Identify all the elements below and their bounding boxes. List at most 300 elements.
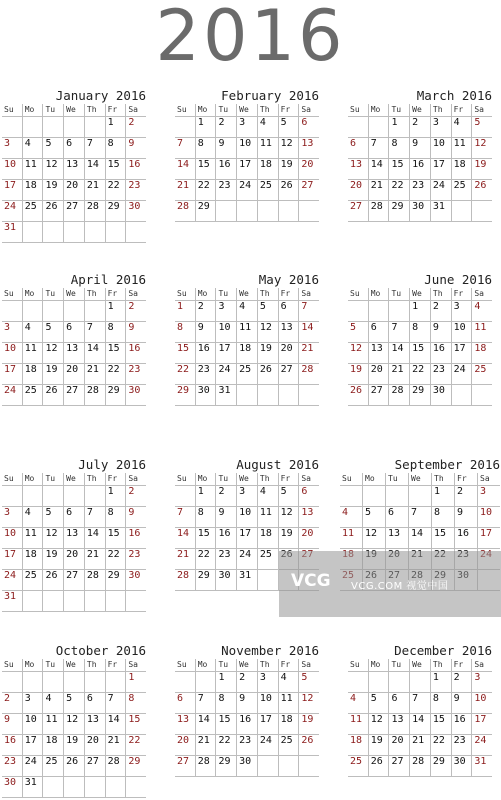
day-cell: 10 [4, 159, 17, 170]
weekday-header: Th [257, 659, 278, 671]
week-row [348, 693, 492, 714]
day-cell: 1 [195, 486, 216, 506]
day-cell: 19 [257, 343, 278, 363]
week-row [2, 138, 146, 159]
day-cell: 3 [4, 138, 11, 149]
week-row [175, 364, 319, 385]
day-cell: 31 [22, 777, 43, 797]
day-cell [2, 672, 22, 692]
month-grid [2, 104, 146, 243]
day-cell: 13 [368, 343, 389, 363]
weekday-header: Sa [298, 104, 319, 116]
day-cell [63, 486, 84, 506]
day-cell: 2 [125, 486, 146, 506]
day-cell: 19 [350, 364, 363, 375]
day-cell: 12 [278, 507, 299, 527]
day-cell: 21 [298, 343, 319, 363]
day-cell: 10 [4, 343, 17, 354]
week-row [175, 180, 319, 201]
day-cell: 8 [177, 322, 184, 333]
weekday-header: Th [84, 288, 105, 300]
day-cell: 19 [42, 549, 63, 569]
day-cell: 25 [257, 549, 278, 569]
week-row [175, 486, 319, 507]
weekday-header: Mo [368, 659, 389, 671]
weekday-header: Th [84, 104, 105, 116]
day-cell: 11 [22, 343, 43, 363]
day-cell [84, 222, 105, 242]
month-title: September 2016 [394, 457, 500, 472]
month-title: June 2016 [424, 272, 492, 287]
day-cell: 1 [105, 117, 126, 137]
week-row [2, 385, 146, 406]
day-cell [215, 201, 236, 221]
weekday-header: Su [350, 660, 360, 669]
weekday-header: Sa [298, 659, 319, 671]
day-cell: 29 [105, 201, 126, 221]
day-cell: 7 [408, 507, 431, 527]
weekday-header: We [236, 104, 257, 116]
day-cell: 27 [388, 756, 409, 776]
weekday-header: Sa [471, 104, 492, 116]
weekday-header: Tu [388, 288, 409, 300]
week-row [175, 138, 319, 159]
week-row [175, 301, 319, 322]
day-cell: 17 [4, 364, 17, 375]
day-cell: 4 [236, 301, 257, 321]
day-cell: 21 [177, 549, 190, 560]
day-cell: 7 [409, 693, 430, 713]
day-cell: 17 [22, 735, 43, 755]
day-cell: 3 [236, 486, 257, 506]
day-cell: 5 [257, 301, 278, 321]
day-cell: 17 [4, 549, 17, 560]
year-title: 2016 [155, 0, 346, 77]
day-cell: 7 [195, 693, 216, 713]
day-cell: 19 [471, 159, 492, 179]
weekday-header: Mo [362, 473, 385, 485]
day-cell: 23 [430, 364, 451, 384]
week-row [2, 756, 146, 777]
day-cell [298, 385, 319, 405]
weekday-header: Tu [385, 473, 408, 485]
week-row [175, 756, 319, 777]
day-cell [22, 486, 43, 506]
day-cell: 21 [177, 180, 190, 191]
day-cell: 29 [430, 756, 451, 776]
day-cell: 22 [430, 735, 451, 755]
weekday-header: Su [177, 105, 187, 114]
day-cell: 20 [278, 343, 299, 363]
day-cell: 13 [177, 714, 190, 725]
day-cell: 13 [63, 343, 84, 363]
day-cell [42, 222, 63, 242]
day-cell: 16 [125, 528, 146, 548]
day-cell: 21 [388, 364, 409, 384]
weekday-header-row [2, 104, 146, 117]
day-cell: 4 [22, 138, 43, 158]
day-cell [84, 486, 105, 506]
day-cell: 25 [22, 201, 43, 221]
weekday-header: Th [84, 473, 105, 485]
day-cell: 24 [4, 570, 17, 581]
weekday-header: We [409, 288, 430, 300]
weekday-header: Sa [125, 659, 146, 671]
day-cell: 16 [4, 735, 17, 746]
month-grid [175, 104, 319, 222]
day-cell: 1 [105, 486, 126, 506]
day-cell: 18 [22, 180, 43, 200]
day-cell: 20 [350, 180, 363, 191]
weekday-header: We [63, 288, 84, 300]
weekday-header-row [175, 473, 319, 486]
weekday-header: Su [350, 105, 360, 114]
month-grid [2, 473, 146, 612]
weekday-header: Mo [368, 288, 389, 300]
week-row [175, 343, 319, 364]
weekday-header: Fr [105, 104, 126, 116]
day-cell: 10 [4, 528, 17, 539]
day-cell: 23 [125, 180, 146, 200]
day-cell: 7 [177, 507, 184, 518]
day-cell: 29 [388, 201, 409, 221]
day-cell: 28 [368, 201, 389, 221]
day-cell: 26 [471, 180, 492, 200]
weekday-header: Th [257, 473, 278, 485]
month-grid [348, 104, 492, 222]
weekday-header: Su [4, 105, 14, 114]
day-cell: 30 [451, 756, 472, 776]
week-row [2, 672, 146, 693]
day-cell: 12 [471, 138, 492, 158]
day-cell: 10 [257, 693, 278, 713]
day-cell: 6 [385, 507, 408, 527]
day-cell: 18 [42, 735, 63, 755]
day-cell: 13 [298, 138, 319, 158]
day-cell: 26 [42, 201, 63, 221]
day-cell: 13 [385, 528, 408, 548]
day-cell: 25 [471, 364, 492, 384]
day-cell: 14 [84, 528, 105, 548]
day-cell: 21 [84, 549, 105, 569]
weekday-header: Su [4, 474, 14, 483]
day-cell: 24 [471, 735, 492, 755]
day-cell: 13 [63, 528, 84, 548]
day-cell [368, 672, 389, 692]
day-cell: 11 [342, 528, 355, 539]
day-cell: 12 [42, 343, 63, 363]
weekday-header: We [409, 104, 430, 116]
day-cell: 9 [215, 507, 236, 527]
day-cell: 16 [195, 343, 216, 363]
day-cell: 13 [350, 159, 363, 170]
day-cell: 3 [430, 117, 451, 137]
day-cell [22, 117, 43, 137]
week-row [175, 322, 319, 343]
day-cell: 11 [22, 528, 43, 548]
day-cell: 1 [195, 117, 216, 137]
day-cell [105, 777, 126, 797]
day-cell: 19 [278, 159, 299, 179]
day-cell: 21 [84, 180, 105, 200]
week-row [2, 693, 146, 714]
week-row [340, 507, 500, 528]
day-cell: 9 [430, 322, 451, 342]
day-cell: 7 [105, 693, 126, 713]
day-cell [175, 672, 195, 692]
week-row [2, 322, 146, 343]
weekday-header-row [175, 288, 319, 301]
day-cell: 16 [430, 343, 451, 363]
day-cell: 20 [388, 735, 409, 755]
month-grid [348, 288, 492, 406]
day-cell [388, 672, 409, 692]
weekday-header: Sa [471, 288, 492, 300]
day-cell: 17 [236, 159, 257, 179]
watermark-logo: VCG [291, 571, 331, 591]
day-cell: 3 [4, 322, 11, 333]
day-cell: 8 [388, 138, 409, 158]
day-cell: 22 [177, 364, 190, 375]
day-cell: 15 [431, 528, 454, 548]
day-cell: 11 [22, 159, 43, 179]
day-cell [368, 301, 389, 321]
day-cell: 16 [236, 714, 257, 734]
day-cell: 24 [236, 180, 257, 200]
weekday-header: Tu [215, 104, 236, 116]
day-cell: 30 [125, 385, 146, 405]
day-cell: 3 [236, 117, 257, 137]
week-row [348, 756, 492, 777]
day-cell [340, 486, 362, 506]
day-cell: 30 [125, 201, 146, 221]
day-cell: 4 [22, 322, 43, 342]
day-cell [63, 117, 84, 137]
day-cell: 20 [298, 159, 319, 179]
day-cell: 3 [4, 507, 11, 518]
day-cell [362, 486, 385, 506]
day-cell: 29 [409, 385, 430, 405]
day-cell: 12 [42, 528, 63, 548]
day-cell [175, 486, 195, 506]
day-cell: 8 [409, 322, 430, 342]
day-cell: 2 [195, 301, 216, 321]
day-cell: 9 [451, 693, 472, 713]
day-cell [42, 672, 63, 692]
weekday-header: Sa [125, 288, 146, 300]
day-cell: 30 [430, 385, 451, 405]
day-cell: 25 [451, 180, 472, 200]
day-cell: 9 [236, 693, 257, 713]
day-cell: 23 [451, 735, 472, 755]
week-row [175, 672, 319, 693]
day-cell: 15 [177, 343, 190, 354]
day-cell: 14 [409, 714, 430, 734]
day-cell: 5 [350, 322, 357, 333]
day-cell: 12 [362, 528, 385, 548]
day-cell: 12 [42, 159, 63, 179]
day-cell: 6 [388, 693, 409, 713]
day-cell: 26 [42, 385, 63, 405]
weekday-header-row [348, 659, 492, 672]
day-cell [451, 385, 472, 405]
day-cell: 1 [431, 486, 454, 506]
weekday-header: Tu [215, 473, 236, 485]
week-row [175, 507, 319, 528]
day-cell [125, 777, 146, 797]
day-cell: 5 [42, 322, 63, 342]
day-cell: 25 [22, 385, 43, 405]
day-cell [348, 301, 368, 321]
week-row [340, 528, 500, 549]
day-cell: 29 [215, 756, 236, 776]
day-cell: 27 [63, 385, 84, 405]
watermark [279, 551, 501, 617]
day-cell: 19 [42, 180, 63, 200]
day-cell: 8 [105, 322, 126, 342]
day-cell: 28 [105, 756, 126, 776]
weekday-header: Fr [105, 473, 126, 485]
day-cell: 8 [195, 138, 216, 158]
week-row [340, 486, 500, 507]
weekday-header-row [2, 288, 146, 301]
day-cell [63, 301, 84, 321]
weekday-header: Su [177, 289, 187, 298]
day-cell [2, 486, 22, 506]
day-cell [42, 486, 63, 506]
week-row [175, 528, 319, 549]
day-cell: 16 [215, 159, 236, 179]
day-cell: 7 [298, 301, 319, 321]
day-cell: 4 [471, 301, 492, 321]
day-cell: 19 [278, 528, 299, 548]
day-cell: 23 [125, 549, 146, 569]
day-cell: 10 [451, 322, 472, 342]
day-cell: 24 [236, 549, 257, 569]
day-cell: 2 [4, 693, 11, 704]
weekday-header: Sa [298, 473, 319, 485]
day-cell: 14 [84, 343, 105, 363]
day-cell: 7 [84, 138, 105, 158]
day-cell: 20 [63, 180, 84, 200]
week-row [348, 138, 492, 159]
day-cell: 4 [257, 486, 278, 506]
day-cell: 27 [298, 180, 319, 200]
day-cell: 12 [350, 343, 363, 354]
day-cell: 2 [451, 672, 472, 692]
weekday-header: Tu [215, 288, 236, 300]
day-cell: 18 [257, 528, 278, 548]
day-cell: 27 [63, 201, 84, 221]
day-cell: 4 [42, 693, 63, 713]
day-cell: 8 [195, 507, 216, 527]
month-title: May 2016 [258, 272, 319, 287]
day-cell: 15 [105, 159, 126, 179]
month-grid [348, 659, 492, 777]
day-cell: 23 [125, 364, 146, 384]
weekday-header: Tu [388, 104, 409, 116]
day-cell: 26 [42, 570, 63, 590]
day-cell: 4 [278, 672, 299, 692]
weekday-header: We [409, 659, 430, 671]
day-cell: 6 [298, 486, 319, 506]
day-cell: 5 [42, 138, 63, 158]
day-cell: 9 [215, 138, 236, 158]
day-cell: 3 [471, 672, 492, 692]
month-title: January 2016 [55, 88, 146, 103]
week-row [175, 735, 319, 756]
weekday-header: Mo [22, 104, 43, 116]
weekday-header: Fr [451, 104, 472, 116]
day-cell: 10 [22, 714, 43, 734]
day-cell: 30 [195, 385, 216, 405]
day-cell: 16 [454, 528, 477, 548]
day-cell: 23 [4, 756, 17, 767]
day-cell [105, 591, 126, 611]
day-cell: 19 [42, 364, 63, 384]
day-cell: 16 [215, 528, 236, 548]
day-cell: 8 [125, 693, 146, 713]
day-cell: 8 [430, 693, 451, 713]
week-row [2, 570, 146, 591]
day-cell: 5 [471, 117, 492, 137]
day-cell: 29 [195, 201, 216, 221]
day-cell: 2 [454, 486, 477, 506]
day-cell: 20 [63, 549, 84, 569]
day-cell: 17 [215, 343, 236, 363]
day-cell: 9 [125, 507, 146, 527]
day-cell: 10 [236, 138, 257, 158]
weekday-header: Th [430, 659, 451, 671]
day-cell [236, 385, 257, 405]
day-cell [368, 117, 389, 137]
day-cell: 23 [409, 180, 430, 200]
day-cell [84, 301, 105, 321]
day-cell: 19 [368, 735, 389, 755]
day-cell: 25 [22, 570, 43, 590]
weekday-header: We [408, 473, 431, 485]
day-cell: 31 [430, 201, 451, 221]
month-title: August 2016 [236, 457, 319, 472]
week-row [2, 486, 146, 507]
day-cell: 10 [477, 507, 500, 527]
day-cell: 26 [298, 735, 319, 755]
weekday-header: Tu [388, 659, 409, 671]
weekday-header: Th [431, 473, 454, 485]
day-cell: 22 [409, 364, 430, 384]
day-cell: 13 [63, 159, 84, 179]
day-cell: 30 [409, 201, 430, 221]
day-cell: 26 [368, 756, 389, 776]
day-cell: 29 [105, 385, 126, 405]
day-cell: 10 [236, 507, 257, 527]
day-cell: 6 [350, 138, 357, 149]
weekday-header: We [236, 473, 257, 485]
weekday-header: Su [4, 289, 14, 298]
day-cell: 7 [84, 507, 105, 527]
weekday-header-row [175, 104, 319, 117]
day-cell [84, 777, 105, 797]
day-cell: 22 [215, 735, 236, 755]
weekday-header: Fr [454, 473, 477, 485]
day-cell: 31 [471, 756, 492, 776]
weekday-header: Su [342, 474, 352, 483]
week-row [2, 549, 146, 570]
day-cell: 15 [215, 714, 236, 734]
day-cell: 30 [125, 570, 146, 590]
day-cell: 16 [409, 159, 430, 179]
day-cell [257, 385, 278, 405]
